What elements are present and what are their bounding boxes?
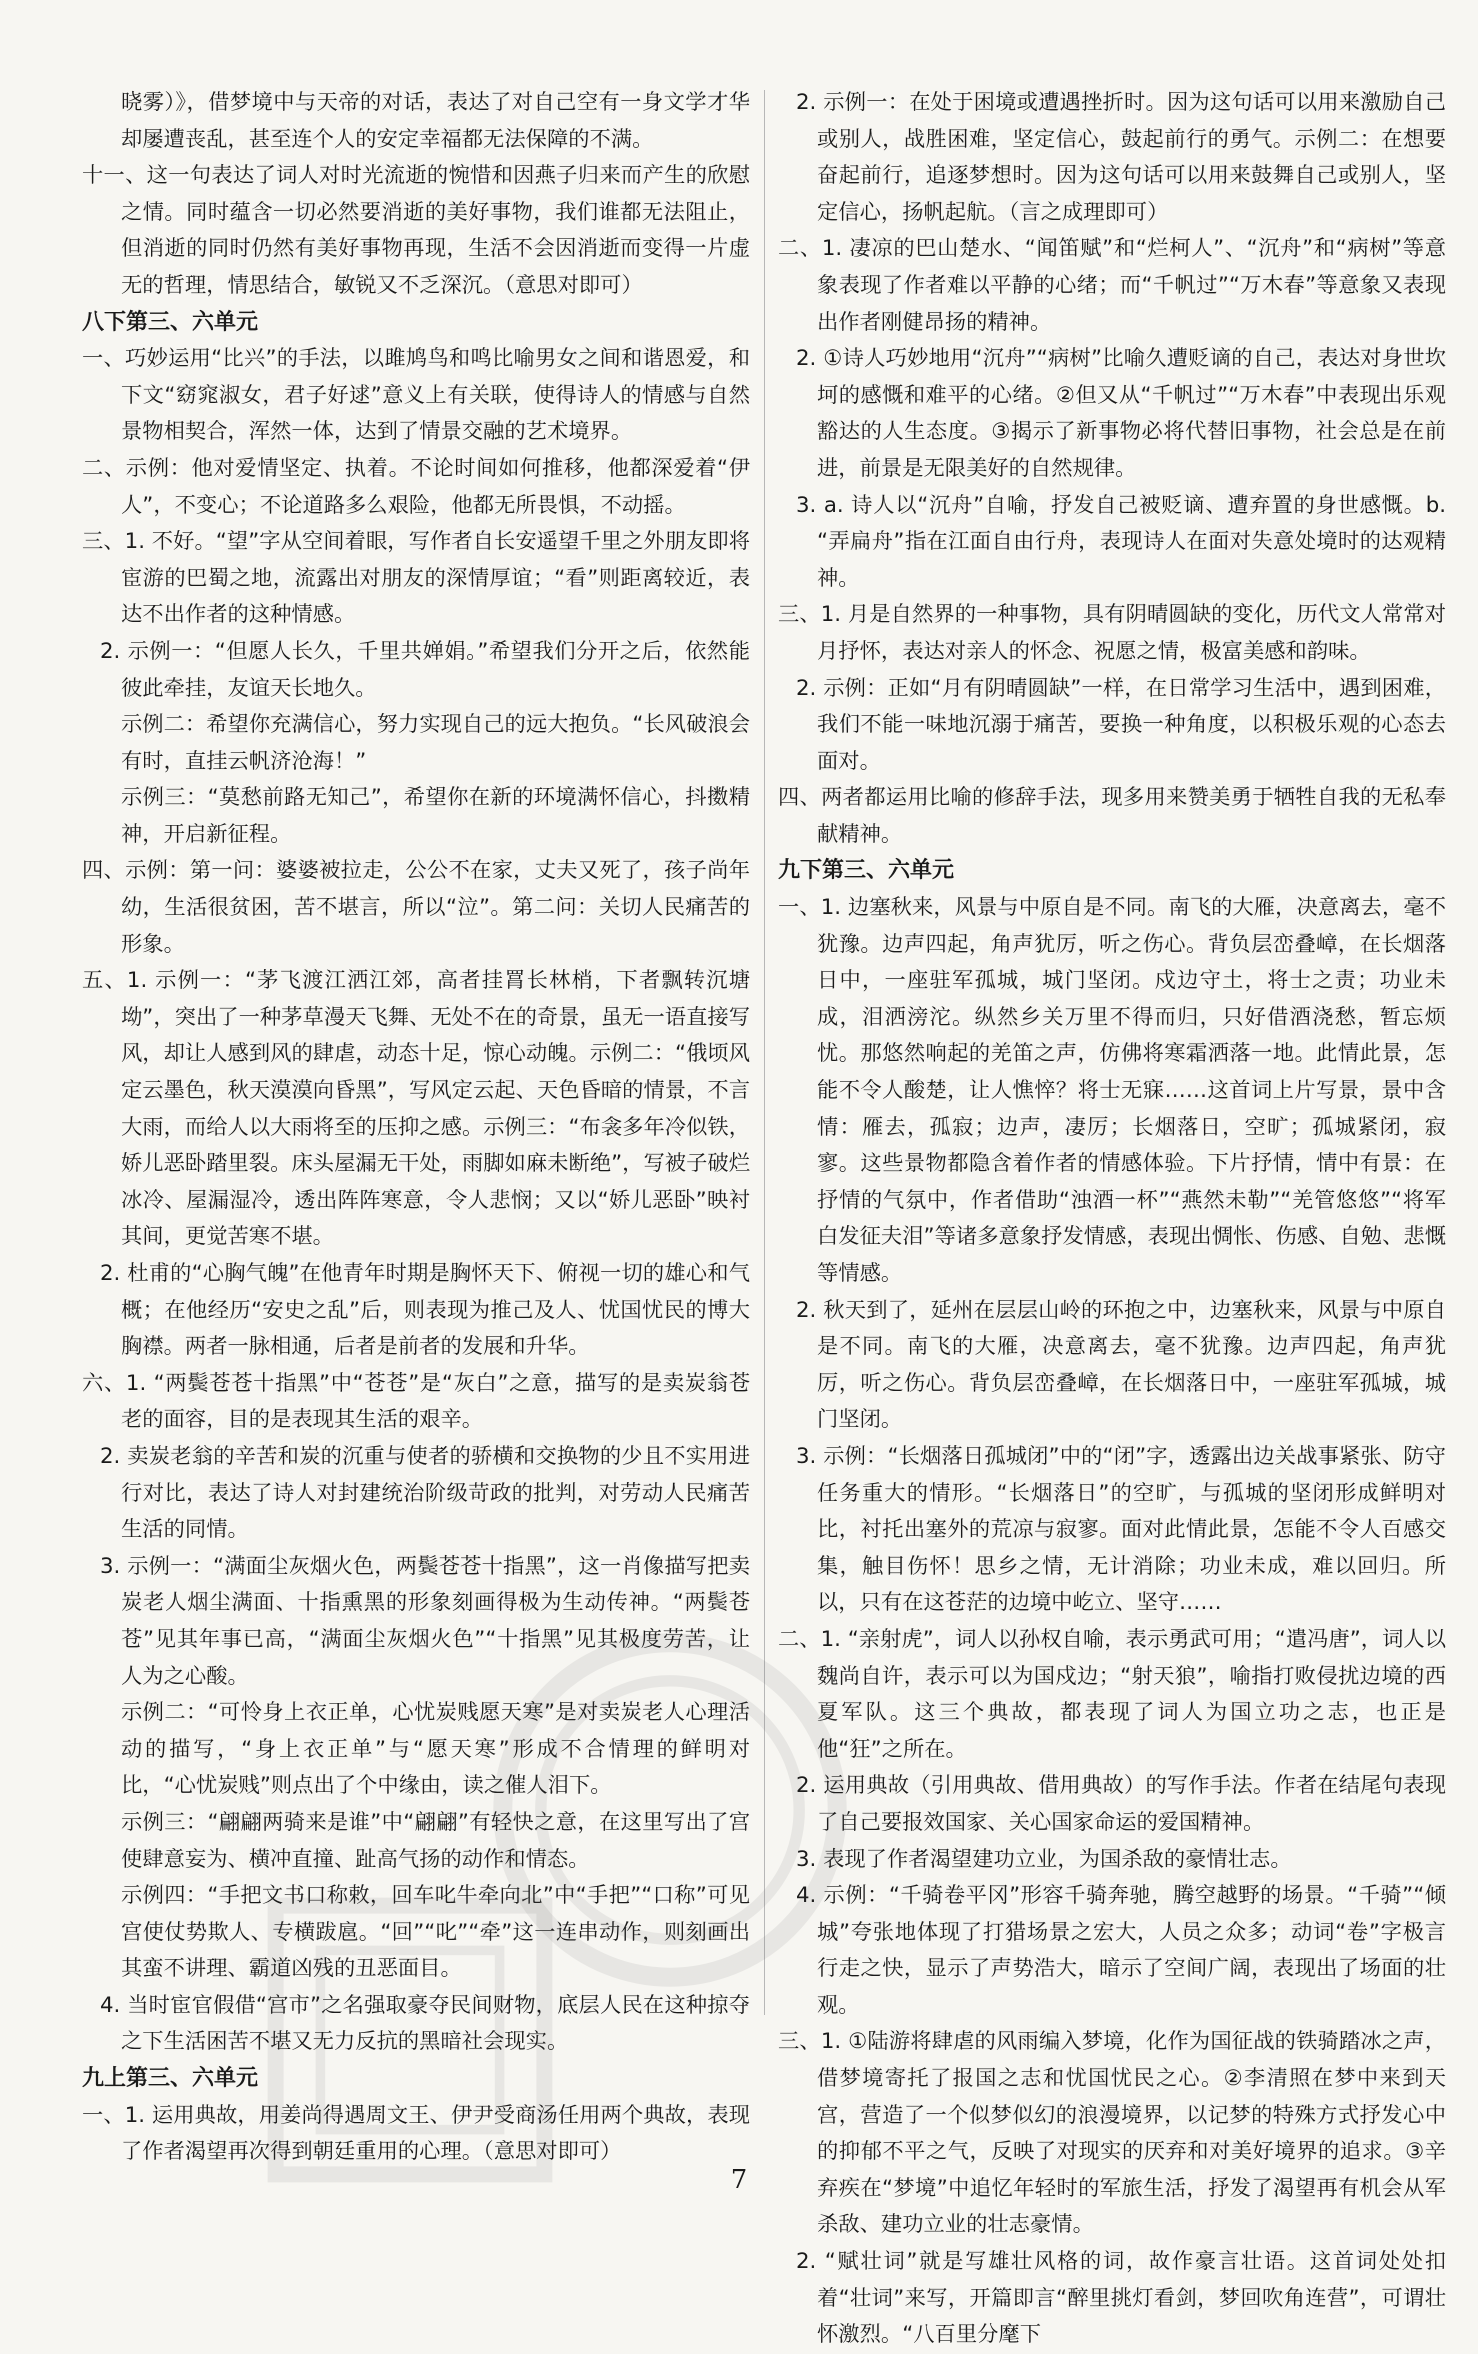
paragraph: 一、1. 边塞秋来，风景与中原自是不同。南飞的大雁，决意离去，毫不犹豫。边声四起，角声犹厉，听之伤心。背负层峦叠嶂，在长烟落日中，一座驻军孤城，城门坚闭。戍边守土，将士之责；功业未成，泪洒滂沱。纵然乡关万里不得而归，只好借酒浇愁，暂忘烦忧。那悠然响起的羌笛之声，仿佛将寒霜洒落一地。此情此景，怎能不令人酸楚，让人憔悴？将士无寐……这首词上片写景，景中含情：雁去，孤寂；边声，凄厉；长烟落日，空旷；孤城紧闭，寂寥。这些景物都隐含着作者的情感体验。下片抒情，情中有景：在抒情的气氛中，作者借助“浊酒一杯”“燕然未勒”“羌管悠悠”“将军白发征夫泪”等诸多意象抒发情感，表现出惆怅、伤感、自勉、悲慨等情感。 [778, 895, 1446, 1286]
paragraph: 六、1. “两鬓苍苍十指黑”中“苍苍”是“灰白”之意，描写的是卖炭翁苍老的面容，目的是表现其生活的艰辛。 [82, 1370, 750, 1433]
paragraph: 示例三：“莫愁前路无知己”，希望你在新的环境满怀信心，抖擞精神，开启新征程。 [121, 785, 750, 847]
page-number: 7 [730, 2165, 748, 2195]
paragraph: 2. 示例：正如“月有阴晴圆缺”一样，在日常学习生活中，遇到困难，我们不能一味地沉溺于痛苦，要换一种角度，以积极乐观的心态去面对。 [796, 675, 1446, 774]
paragraph: 2. 杜甫的“心胸气魄”在他青年时期是胸怀天下、俯视一切的雄心和气概；在他经历“安史之乱”后，则表现为推己及人、忧国忧民的博大胸襟。两者一脉相通，后者是前者的发展和升华。 [100, 1261, 750, 1360]
paragraph: 一、1. 运用典故，用姜尚得遇周文王、伊尹受商汤任用两个典故，表现了作者渴望再次得到朝廷重用的心理。（意思对即可） [82, 2102, 750, 2165]
paragraph: 示例二：“可怜身上衣正单，心忧炭贱愿天寒”是对卖炭老人心理活动的描写，“身上衣正单”与“愿天寒”形成不合情理的鲜明对比，“心忧炭贱”则点出了个中缘由，读之催人泪下。 [121, 1700, 750, 1799]
column-divider [764, 90, 765, 2015]
paragraph: 4. 示例：“千骑卷平冈”形容千骑奔驰，腾空越野的场景。“千骑”“倾城”夸张地体现了打猎场景之宏大，人员之众多；动词“卷”字极言行走之快，显示了声势浩大，暗示了空间广阔，表现出了场面的壮观。 [796, 1883, 1446, 2018]
paragraph: 3. 示例：“长烟落日孤城闭”中的“闭”字，透露出边关战事紧张、防守任务重大的情形。“长烟落日”的空旷，与孤城的坚闭形成鲜明对比，衬托出塞外的荒凉与寂寥。面对此情此景，怎能不令人百感交集，触目伤怀！思乡之情，无计消除；功业未成，难以回归。所以，只有在这苍茫的边境中屹立、坚守…… [796, 1443, 1446, 1616]
section-heading: 九下第三、六单元 [778, 858, 955, 884]
right-column [778, 85, 1446, 2348]
paragraph: 示例三：“翩翩两骑来是谁”中“翩翩”有轻快之意，在这里写出了宫使肆意妄为、横冲直撞、趾高气扬的动作和情态。 [121, 1809, 750, 1872]
paragraph: 3. a. 诗人以“沉舟”自喻，抒发自己被贬谪、遭弃置的身世感慨。b. “弄扁舟”指在江面自由行舟，表现诗人在面对失意处境时的达观精神。 [796, 492, 1446, 591]
section-heading: 八下第三、六单元 [82, 309, 259, 335]
paragraph: 2. 示例一：在处于困境或遭遇挫折时。因为这句话可以用来激励自己或别人，战胜困难，坚定信心，鼓起前行的勇气。示例二：在想要奋起前行，追逐梦想时。因为这句话可以用来鼓舞自己或别人，坚定信心，扬帆起航。（言之成理即可） [796, 90, 1446, 225]
paragraph: 2. “赋壮词”就是写雄壮风格的词，故作豪言壮语。这首词处处扣着“壮词”来写，开篇即言“醉里挑灯看剑，梦回吹角连营”，可谓壮怀激烈。“八百里分麾下 [796, 2249, 1446, 2348]
paragraph: 2. 秋天到了，延州在层层山岭的环抱之中，边塞秋来，风景与中原自是不同。南飞的大雁，决意离去，毫不犹豫。边声四起，角声犹厉，听之伤心。背负层峦叠嶂，在长烟落日中，一座驻军孤城，城门坚闭。 [796, 1297, 1446, 1433]
paragraph: 四、两者都运用比喻的修辞手法，现多用来赞美勇于牺牲自我的无私奉献精神。 [778, 785, 1446, 847]
paragraph: 一、巧妙运用“比兴”的手法，以雎鸠鸟和鸣比喻男女之间和谐恩爱，和下文“窈窕淑女，君子好逑”意义上有关联，使得诗人的情感与自然景物相契合，浑然一体，达到了情景交融的艺术境界。 [82, 346, 750, 445]
paragraph: 十一、这一句表达了词人对时光流逝的惋惜和因燕子归来而产生的欣慰之情。同时蕴含一切必然要消逝的美好事物，我们谁都无法阻止，但消逝的同时仍然有美好事物再现，生活不会因消逝而变得一片虚无的哲理，情思结合，敏锐又不乏深沉。（意思对即可） [82, 163, 750, 298]
paragraph: 2. ①诗人巧妙地用“沉舟”“病树”比喻久遭贬谪的自己，表达对身世坎坷的感慨和难平的心绪。②但又从“千帆过”“万木春”中表现出乐观豁达的人生态度。③揭示了新事物必将代替旧事物，社会总是在前进，前景是无限美好的自然规律。 [796, 346, 1446, 481]
paragraph: 晓雾）》，借梦境中与天帝的对话，表达了对自己空有一身文学才华却屡遭丧乱，甚至连个人的安定幸福都无法保障的不满。 [121, 90, 750, 152]
paragraph: 二、1. “亲射虎”，词人以孙权自喻，表示勇武可用；“遣冯唐”，词人以魏尚自许，表示可以为国戍边；“射天狼”，喻指打败侵扰边境的西夏军队。这三个典故，都表现了词人为国立功之志，也正是他“狂”之所在。 [778, 1626, 1446, 1762]
paragraph: 2. 示例一：“但愿人长久，千里共婵娟。”希望我们分开之后，依然能彼此牵挂，友谊天长地久。 [100, 638, 750, 701]
paragraph: 二、示例：他对爱情坚定、执着。不论时间如何推移，他都深爱着“伊人”，不变心；不论道路多么艰险，他都无所畏惧，不动摇。 [82, 455, 750, 518]
section-heading: 九上第三、六单元 [82, 2066, 259, 2092]
paragraph: 3. 示例一：“满面尘灰烟火色，两鬓苍苍十指黑”，这一肖像描写把卖炭老人烟尘满面、十指熏黑的形象刻画得极为生动传神。“两鬓苍苍”见其年事已高，“满面尘灰烟火色”“十指黑”见其极度劳苦，让人为之心酸。 [100, 1553, 750, 1689]
left-column [82, 85, 750, 2165]
paragraph: 三、1. 月是自然界的一种事物，具有阴晴圆缺的变化，历代文人常常对月抒怀，表达对亲人的怀念、祝愿之情，极富美感和韵味。 [778, 602, 1446, 664]
paragraph: 四、示例：第一问：婆婆被拉走，公公不在家，丈夫又死了，孩子尚年幼，生活很贫困，苦不堪言，所以“泣”。第二问：关切人民痛苦的形象。 [82, 858, 750, 957]
paragraph: 五、1. 示例一：“茅飞渡江洒江郊，高者挂罥长林梢，下者飘转沉塘坳”，突出了一种茅草漫天飞舞、无处不在的奇景，虽无一语直接写风，却让人感到风的肆虐，动态十足，惊心动魄。示例二：“俄顷风定云墨色，秋天漠漠向昏黑”，写风定云起、天色昏暗的情景，不言大雨，而给人以大雨将至的压抑之感。示例三：“布衾多年冷似铁，娇儿恶卧踏里裂。床头屋漏无干处，雨脚如麻未断绝”，写被子破烂冰冷、屋漏湿冷，透出阵阵寒意，令人悲悯；又以“娇儿恶卧”映衬其间，更觉苦寒不堪。 [82, 968, 750, 1250]
paragraph: 三、1. ①陆游将肆虐的风雨编入梦境，化作为国征战的铁骑踏冰之声，借梦境寄托了报国之志和忧国忧民之心。②李清照在梦中来到天宫，营造了一个似梦似幻的浪漫境界，以记梦的特殊方式抒发心中的抑郁不平之气，反映了对现实的厌弃和对美好境界的追求。③辛弃疾在“梦境”中追忆年轻时的军旅生活，抒发了渴望再有机会从军杀敌、建功立业的壮志豪情。 [778, 2029, 1446, 2238]
paragraph: 2. 运用典故（引用典故、借用典故）的写作手法。作者在结尾句表现了自己要报效国家、关心国家命运的爱国精神。 [796, 1773, 1446, 1835]
paragraph: 示例二：希望你充满信心，努力实现自己的远大抱负。“长风破浪会有时，直挂云帆济沧海！” [121, 712, 750, 774]
paragraph: 3. 表现了作者渴望建功立业，为国杀敌的豪情壮志。 [796, 1846, 1292, 1872]
paragraph: 二、1. 凄凉的巴山楚水、“闻笛赋”和“烂柯人”、“沉舟”和“病树”等意象表现了作者难以平静的心绪；而“千帆过”“万木春”等意象又表现出作者刚健昂扬的精神。 [778, 236, 1446, 335]
paragraph: 三、1. 不好。“望”字从空间着眼，写作者自长安遥望千里之外朋友即将宦游的巴蜀之地，流露出对朋友的深情厚谊；“看”则距离较近，表达不出作者的这种情感。 [82, 529, 750, 628]
paragraph: 示例四：“手把文书口称敕，回车叱牛牵向北”中“手把”“口称”可见宫使仗势欺人、专横跋扈。“回”“叱”“牵”这一连串动作，则刻画出其蛮不讲理、霸道凶残的丑恶面目。 [121, 1883, 750, 1982]
paragraph: 2. 卖炭老翁的辛苦和炭的沉重与使者的骄横和交换物的少且不实用进行对比，表达了诗人对封建统治阶级苛政的批判，对劳动人民痛苦生活的同情。 [100, 1443, 750, 1543]
paragraph: 4. 当时宦官假借“宫市”之名强取豪夺民间财物，底层人民在这种掠夺之下生活困苦不堪又无力反抗的黑暗社会现实。 [100, 1992, 750, 2055]
